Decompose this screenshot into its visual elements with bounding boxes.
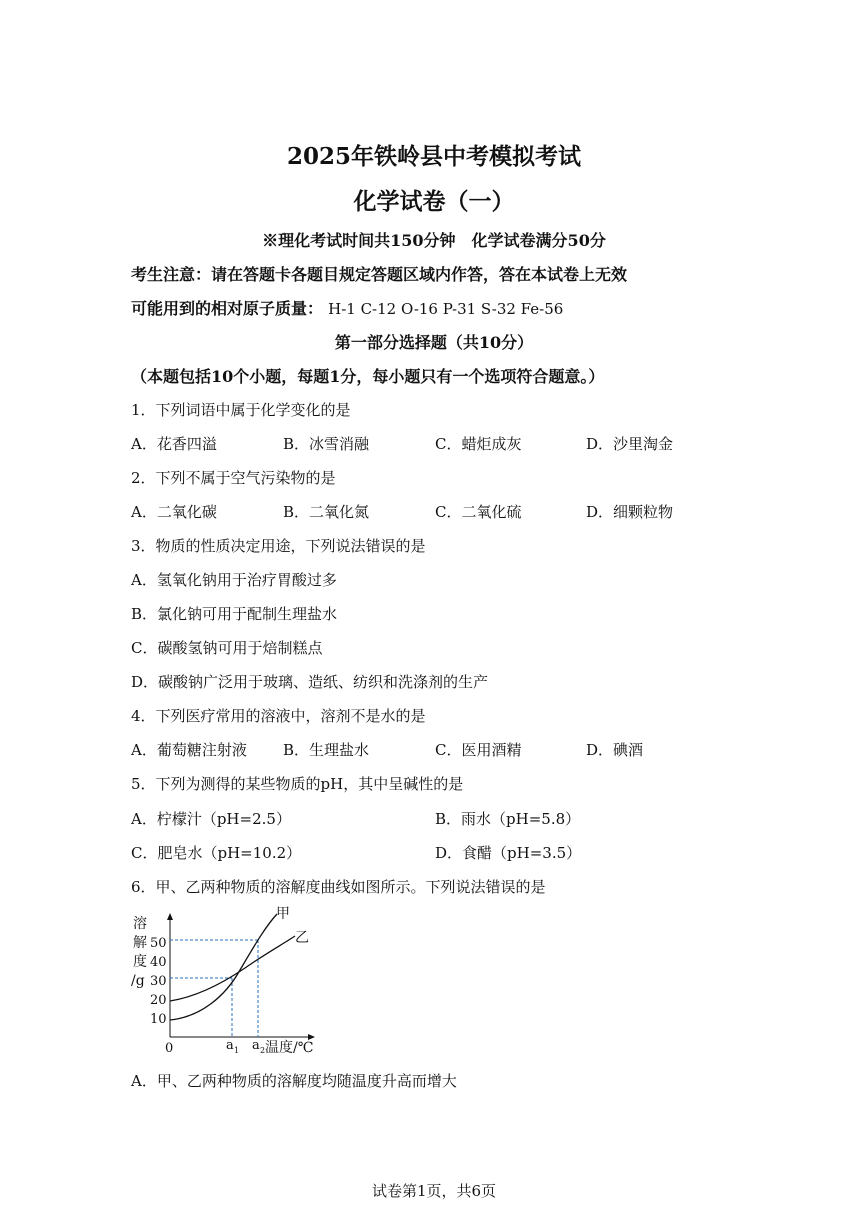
option: A．二氧化碳 xyxy=(131,503,217,521)
notice: 考生注意：请在答题卡各题目规定答题区域内作答，答在本试卷上无效 xyxy=(131,265,628,284)
option: C．医用酒精 xyxy=(435,741,522,759)
y-tick-label: 10 xyxy=(150,1012,167,1027)
series-yi-label: 乙 xyxy=(295,930,309,946)
option: B．生理盐水 xyxy=(283,741,370,759)
ylabel-char: 解 xyxy=(133,935,147,951)
x-axis-label: 温度/℃ xyxy=(265,1040,314,1056)
question-stem: 4．下列医疗常用的溶液中，溶剂不是水的是 xyxy=(131,707,426,725)
ylabel-char: 度 xyxy=(133,954,147,970)
option: D．碳酸钠广泛用于玻璃、造纸、纺织和洗涤剂的生产 xyxy=(131,673,489,691)
y-tick-label: 40 xyxy=(150,955,167,970)
option: C．二氧化硫 xyxy=(435,503,522,521)
question-stem: 5．下列为测得的某些物质的pH，其中呈碱性的是 xyxy=(131,775,464,793)
question-stem: 1．下列词语中属于化学变化的是 xyxy=(131,401,351,419)
y-tick-label: 20 xyxy=(150,993,167,1008)
section-title: 第一部分选择题（共10分） xyxy=(334,333,534,352)
x-tick-a2-sub: 2 xyxy=(260,1046,266,1055)
question-stem: 2．下列不属于空气污染物的是 xyxy=(131,469,336,487)
y-axis-arrow xyxy=(167,913,173,920)
option: B．氯化钠可用于配制生理盐水 xyxy=(131,605,338,623)
option: C．蜡炬成灰 xyxy=(435,435,522,453)
y-tick-label: 30 xyxy=(150,974,167,989)
solubility-chart xyxy=(125,902,340,1062)
paper-subtitle: 化学试卷（一） xyxy=(353,188,515,215)
option: B．二氧化氮 xyxy=(283,503,370,521)
y-tick-label: 50 xyxy=(150,936,167,951)
section-instruction: （本题包括10个小题，每题1分，每小题只有一个选项符合题意。） xyxy=(131,367,605,386)
series-yi-curve xyxy=(170,936,295,1001)
x-tick-a1-sub: 1 xyxy=(234,1046,240,1055)
option: D．食醋（pH=3.5） xyxy=(435,844,582,862)
option: A．氢氧化钠用于治疗胃酸过多 xyxy=(131,571,337,589)
y-tick-group xyxy=(150,936,167,1027)
option: A．柠檬汁（pH=2.5） xyxy=(131,810,291,828)
atomic-mass-values: H-1 C-12 O-16 P-31 S-32 Fe-56 xyxy=(328,300,564,318)
option: B．冰雪消融 xyxy=(283,435,370,453)
option: D．细颗粒物 xyxy=(586,503,674,521)
option: D．碘酒 xyxy=(586,741,644,759)
option: A．甲、乙两种物质的溶解度均随温度升高而增大 xyxy=(131,1072,457,1090)
page-footer: 试卷第1页，共6页 xyxy=(371,1182,497,1200)
exam-info: ※理化考试时间共150分钟 化学试卷满分50分 xyxy=(262,231,606,250)
atomic-mass-line xyxy=(131,296,563,319)
question-stem: 3．物质的性质决定用途，下列说法错误的是 xyxy=(131,537,426,555)
question-stem: 6．甲、乙两种物质的溶解度曲线如图所示。下列说法错误的是 xyxy=(131,878,546,896)
x-origin-label: 0 xyxy=(165,1041,174,1056)
option: A．花香四溢 xyxy=(131,435,217,453)
ylabel-char: 溶 xyxy=(133,916,147,932)
exam-title: 2025年铁岭县中考模拟考试 xyxy=(286,143,581,170)
series-jia-curve xyxy=(170,914,277,1020)
option: C．肥皂水（pH=10.2） xyxy=(131,844,302,862)
ylabel-unit: /g xyxy=(131,973,145,989)
option: B．雨水（pH=5.8） xyxy=(435,810,581,828)
atomic-mass-label: 可能用到的相对原子质量： xyxy=(131,299,324,318)
series-jia-label: 甲 xyxy=(276,906,290,922)
option: D．沙里淘金 xyxy=(586,435,674,453)
x-tick-a1: a xyxy=(226,1038,234,1053)
option: C．碳酸氢钠可用于焙制糕点 xyxy=(131,639,323,657)
option: A．葡萄糖注射液 xyxy=(131,741,247,759)
x-tick-a2: a xyxy=(252,1038,260,1053)
